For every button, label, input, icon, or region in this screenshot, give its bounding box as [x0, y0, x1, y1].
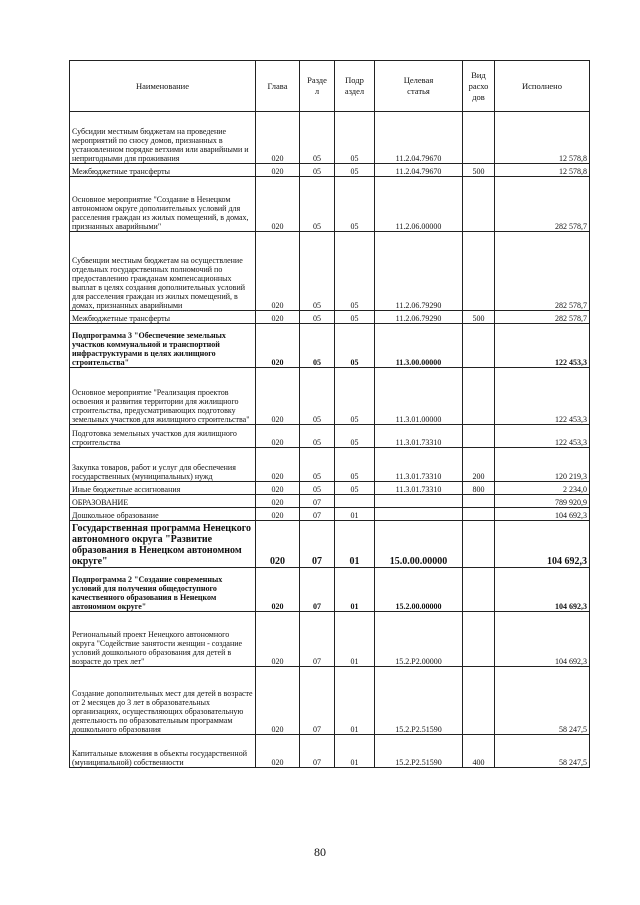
cell-glava: 020 [256, 735, 300, 768]
cell-target: 15.2.P2.51590 [375, 735, 463, 768]
cell-amount: 282 578,7 [495, 311, 590, 324]
cell-razdel: 05 [300, 368, 335, 425]
cell-razdel: 07 [300, 495, 335, 508]
cell-amount: 12 578,8 [495, 112, 590, 164]
cell-name: Подпрограмма 3 "Обеспечение земельных участков коммунальной и транспортной инфраструктурами в целях жилищного строительства" [70, 324, 256, 368]
cell-podrazdel: 01 [335, 508, 375, 521]
cell-amount: 789 920,9 [495, 495, 590, 508]
cell-vid [463, 521, 495, 568]
cell-target [375, 495, 463, 508]
table-row [70, 425, 590, 448]
cell-razdel: 05 [300, 482, 335, 495]
cell-amount: 282 578,7 [495, 177, 590, 232]
cell-vid [463, 495, 495, 508]
cell-razdel: 05 [300, 164, 335, 177]
cell-glava: 020 [256, 164, 300, 177]
cell-amount: 12 578,8 [495, 164, 590, 177]
cell-target: 11.3.01.73310 [375, 448, 463, 482]
cell-target [375, 508, 463, 521]
cell-podrazdel: 05 [335, 448, 375, 482]
cell-razdel: 07 [300, 508, 335, 521]
table-row [70, 568, 590, 612]
cell-name: Закупка товаров, работ и услуг для обеспечения государственных (муниципальных) нужд [70, 448, 256, 482]
cell-razdel: 05 [300, 177, 335, 232]
cell-amount: 120 219,3 [495, 448, 590, 482]
cell-target: 11.2.06.79290 [375, 311, 463, 324]
cell-glava: 020 [256, 508, 300, 521]
cell-podrazdel: 05 [335, 311, 375, 324]
table-body [70, 112, 590, 768]
table-row [70, 508, 590, 521]
cell-target: 11.2.04.79670 [375, 164, 463, 177]
cell-glava: 020 [256, 568, 300, 612]
header-glava: Глава [256, 61, 300, 112]
cell-razdel: 05 [300, 324, 335, 368]
cell-razdel: 07 [300, 568, 335, 612]
table-row [70, 164, 590, 177]
cell-amount: 104 692,3 [495, 568, 590, 612]
cell-name: Создание дополнительных мест для детей в возрасте от 2 месяцев до 3 лет в образовательных организациях, осуществляющих образовательную деятельность по образовательным программам дошкольного образования [70, 667, 256, 735]
cell-vid: 800 [463, 482, 495, 495]
header-amount: Исполнено [495, 61, 590, 112]
cell-razdel: 05 [300, 232, 335, 311]
cell-podrazdel: 01 [335, 667, 375, 735]
cell-amount: 58 247,5 [495, 667, 590, 735]
cell-glava: 020 [256, 482, 300, 495]
cell-glava: 020 [256, 324, 300, 368]
cell-vid: 400 [463, 735, 495, 768]
cell-amount: 104 692,3 [495, 612, 590, 667]
cell-amount: 122 453,3 [495, 368, 590, 425]
cell-vid [463, 324, 495, 368]
cell-name: Региональный проект Ненецкого автономного округа "Содействие занятости женщин - создание условий дошкольного образования для детей в возрасте до трех лет" [70, 612, 256, 667]
cell-target: 11.2.04.79670 [375, 112, 463, 164]
table-row [70, 324, 590, 368]
cell-vid: 200 [463, 448, 495, 482]
cell-target: 15.2.00.00000 [375, 568, 463, 612]
cell-razdel: 07 [300, 612, 335, 667]
table-row [70, 368, 590, 425]
cell-amount: 58 247,5 [495, 735, 590, 768]
cell-name: Межбюджетные трансферты [70, 164, 256, 177]
table-row [70, 667, 590, 735]
cell-name: Субвенции местным бюджетам на осуществление отдельных государственных полномочий по предоставлению гражданам компенсационных выплат в целях создания дополнительных условий для расселения граждан из жилых помещений, в домах, признанных аварийными [70, 232, 256, 311]
table-row [70, 482, 590, 495]
cell-name: Подготовка земельных участков для жилищного строительства [70, 425, 256, 448]
table-row [70, 311, 590, 324]
cell-target: 15.0.00.00000 [375, 521, 463, 568]
cell-podrazdel: 05 [335, 164, 375, 177]
cell-glava: 020 [256, 232, 300, 311]
cell-vid [463, 177, 495, 232]
cell-podrazdel: 05 [335, 177, 375, 232]
cell-name: Субсидии местным бюджетам на проведение мероприятий по сносу домов, признанных в установленном порядке ветхими или аварийными и непригодными для проживания [70, 112, 256, 164]
table-row [70, 612, 590, 667]
cell-glava: 020 [256, 612, 300, 667]
cell-target: 11.3.01.73310 [375, 482, 463, 495]
header-target: Целевая статья [375, 61, 463, 112]
cell-razdel: 07 [300, 667, 335, 735]
cell-vid [463, 232, 495, 311]
cell-vid [463, 112, 495, 164]
cell-name: Основное мероприятие "Реализация проектов освоения и развития территории для жилищного строительства, предусматривающих подготовку земельных участков для жилищного строительства" [70, 368, 256, 425]
cell-vid [463, 612, 495, 667]
header-razdel: Разде л [300, 61, 335, 112]
cell-podrazdel: 05 [335, 368, 375, 425]
cell-name: Государственная программа Ненецкого автономного округа "Развитие образования в Ненецком автономном округе" [70, 521, 256, 568]
table-row [70, 735, 590, 768]
cell-podrazdel: 05 [335, 425, 375, 448]
cell-target: 15.2.P2.00000 [375, 612, 463, 667]
cell-target: 11.2.06.79290 [375, 232, 463, 311]
cell-glava: 020 [256, 177, 300, 232]
cell-vid [463, 508, 495, 521]
cell-glava: 020 [256, 112, 300, 164]
cell-amount: 2 234,0 [495, 482, 590, 495]
cell-podrazdel: 05 [335, 232, 375, 311]
cell-vid [463, 368, 495, 425]
cell-glava: 020 [256, 311, 300, 324]
cell-vid: 500 [463, 164, 495, 177]
cell-glava: 020 [256, 368, 300, 425]
cell-target: 11.3.01.00000 [375, 368, 463, 425]
cell-amount: 122 453,3 [495, 324, 590, 368]
cell-name: Дошкольное образование [70, 508, 256, 521]
cell-glava: 020 [256, 521, 300, 568]
cell-name: Основное мероприятие "Создание в Ненецком автономном округе дополнительных условий для расселения граждан из жилых помещений, в домах, признанных аварийными" [70, 177, 256, 232]
cell-name: Подпрограмма 2 "Создание современных условий для получения общедоступного качественного образования в Ненецком автономном округе" [70, 568, 256, 612]
cell-name: ОБРАЗОВАНИЕ [70, 495, 256, 508]
cell-glava: 020 [256, 425, 300, 448]
cell-vid [463, 425, 495, 448]
budget-table [69, 60, 590, 768]
cell-podrazdel: 01 [335, 521, 375, 568]
cell-razdel: 05 [300, 112, 335, 164]
header-row [70, 61, 590, 112]
cell-podrazdel: 05 [335, 112, 375, 164]
cell-target: 11.3.01.73310 [375, 425, 463, 448]
cell-razdel: 07 [300, 735, 335, 768]
table-row [70, 112, 590, 164]
cell-razdel: 05 [300, 448, 335, 482]
cell-target: 11.3.00.00000 [375, 324, 463, 368]
cell-razdel: 05 [300, 311, 335, 324]
table-row [70, 232, 590, 311]
cell-amount: 122 453,3 [495, 425, 590, 448]
cell-amount: 104 692,3 [495, 521, 590, 568]
cell-vid: 500 [463, 311, 495, 324]
cell-podrazdel: 01 [335, 568, 375, 612]
table-row [70, 448, 590, 482]
cell-podrazdel: 01 [335, 612, 375, 667]
table-row [70, 177, 590, 232]
cell-razdel: 05 [300, 425, 335, 448]
header-name: Наименование [70, 61, 256, 112]
cell-target: 11.2.06.00000 [375, 177, 463, 232]
cell-target: 15.2.P2.51590 [375, 667, 463, 735]
cell-name: Капитальные вложения в объекты государственной (муниципальной) собственности [70, 735, 256, 768]
cell-glava: 020 [256, 495, 300, 508]
page-number: 80 [314, 845, 326, 859]
cell-name: Межбюджетные трансферты [70, 311, 256, 324]
cell-name: Иные бюджетные ассигнования [70, 482, 256, 495]
cell-amount: 282 578,7 [495, 232, 590, 311]
cell-glava: 020 [256, 667, 300, 735]
cell-vid [463, 667, 495, 735]
cell-podrazdel: 05 [335, 324, 375, 368]
cell-amount: 104 692,3 [495, 508, 590, 521]
cell-podrazdel: 05 [335, 482, 375, 495]
table-row [70, 495, 590, 508]
table-row [70, 521, 590, 568]
header-vid: Вид расхо дов [463, 61, 495, 112]
cell-razdel: 07 [300, 521, 335, 568]
cell-podrazdel [335, 495, 375, 508]
header-podrazdel: Подр аздел [335, 61, 375, 112]
cell-podrazdel: 01 [335, 735, 375, 768]
cell-vid [463, 568, 495, 612]
cell-glava: 020 [256, 448, 300, 482]
